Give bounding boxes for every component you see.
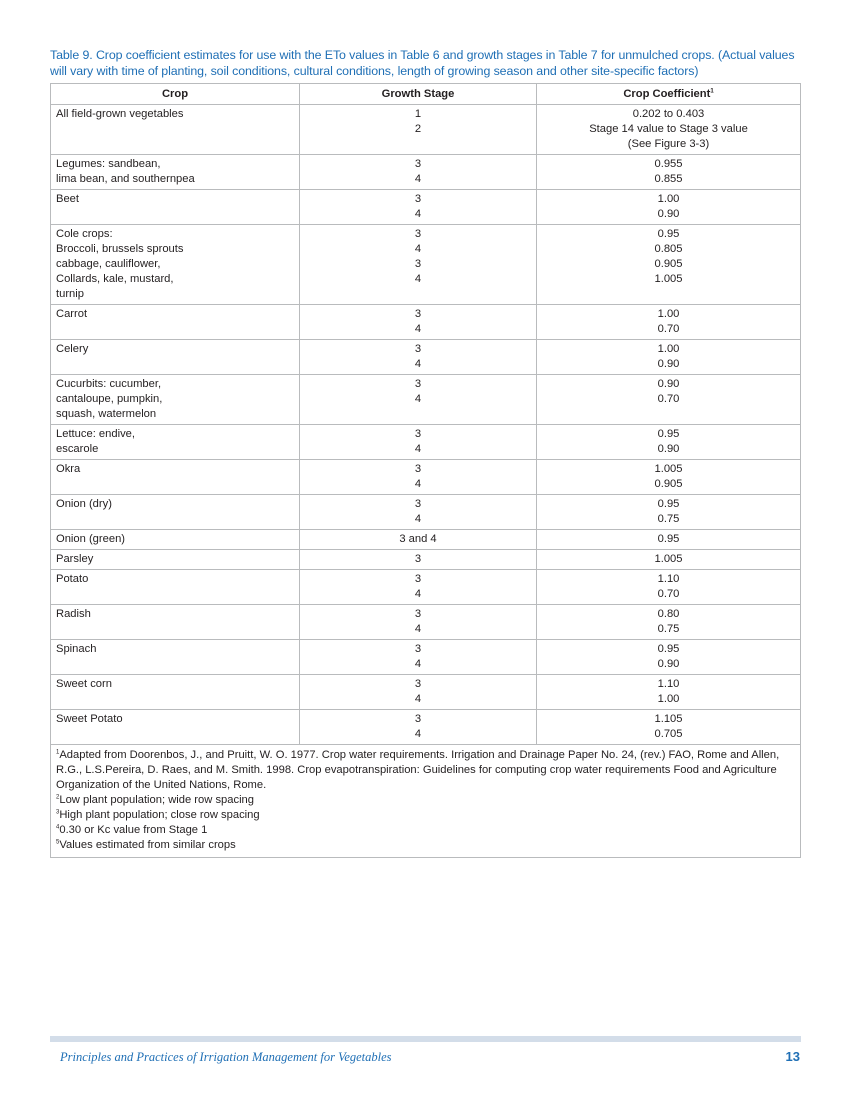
header-footnote-marker: 1	[710, 87, 714, 94]
crop-cell	[51, 305, 300, 340]
coefficient-cell-line: 0.75	[657, 513, 680, 525]
stage-cell-line: 3	[414, 713, 422, 725]
coefficient-cell	[537, 155, 801, 190]
coefficient-cell-line: 0.90	[657, 358, 680, 370]
crop-cell-line: All field-grown vegetables	[56, 108, 184, 120]
coefficient-cell-line: 1.105	[654, 713, 683, 725]
coefficient-cell-line: 0.90	[657, 208, 680, 220]
footnote	[56, 793, 795, 808]
table-row	[51, 530, 801, 550]
crop-cell-line: Spinach	[56, 643, 97, 655]
crop-cell-line: Legumes: sandbean,	[56, 158, 161, 170]
crop-cell-line: Collards, kale, mustard,	[56, 273, 174, 285]
crop-cell-line: lima bean, and southernpea	[56, 173, 195, 185]
crop-cell-line: turnip	[56, 288, 84, 300]
table-row	[51, 495, 801, 530]
stage-cell-line: 3	[414, 193, 422, 205]
coefficient-cell-line: 1.005	[654, 553, 683, 565]
footnote-text: High plant population; close row spacing	[59, 809, 260, 821]
stage-cell-line: 4	[414, 478, 422, 490]
crop-cell-line: Celery	[56, 343, 89, 355]
crop-cell-line: Sweet corn	[56, 678, 112, 690]
coefficient-cell-line: 0.95	[657, 533, 680, 545]
stage-cell	[300, 640, 537, 675]
coefficient-cell-line: 0.705	[654, 728, 683, 740]
table-row	[51, 225, 801, 305]
stage-cell-line: 4	[414, 358, 422, 370]
stage-cell-line: 3	[414, 573, 422, 585]
table-row	[51, 425, 801, 460]
stage-cell-line: 3	[414, 463, 422, 475]
notes-row	[51, 745, 801, 858]
crop-cell-line: Potato	[56, 573, 89, 585]
crop-cell-line: Cucurbits: cucumber,	[56, 378, 162, 390]
crop-cell	[51, 375, 300, 425]
stage-cell-line: 3	[414, 643, 422, 655]
coefficient-cell-line: Stage 14 value to Stage 3 value	[589, 123, 748, 135]
header-crop-coefficient-label: Crop Coefficient	[623, 87, 711, 100]
coefficient-cell-line: 1.00	[657, 693, 680, 705]
table-row	[51, 375, 801, 425]
crop-cell	[51, 190, 300, 225]
crop-cell	[51, 550, 300, 570]
crop-cell-line: Beet	[56, 193, 80, 205]
coefficient-cell	[537, 495, 801, 530]
crop-cell	[51, 225, 300, 305]
coefficient-cell-line: 1.00	[657, 308, 680, 320]
footnote-marker: 2	[56, 794, 60, 801]
table-row	[51, 305, 801, 340]
stage-cell-line: 4	[414, 323, 422, 335]
footnote-marker: 4	[56, 824, 60, 831]
coefficient-cell-line: 1.005	[654, 463, 683, 475]
coefficient-cell-line: 0.955	[654, 158, 683, 170]
table-row	[51, 460, 801, 495]
crop-cell-line: squash, watermelon	[56, 408, 157, 420]
stage-cell-line: 4	[414, 208, 422, 220]
coefficient-cell	[537, 675, 801, 710]
footnote-text: Adapted from Doorenbos, J., and Pruitt, W. O. 1977. Crop water requirements. Irrigation and Drainage Paper No. 24, (rev.) FAO, Rome and Allen, R.G., L.S.Pereira, D. Raes, and M. Smith. 1998. Crop evapotranspiration: Guidelines for computing crop water requirements Food and Agriculture Organization of the United Nations, Rome.	[56, 749, 780, 791]
coefficient-cell-line: 0.905	[654, 258, 683, 270]
stage-cell-line: 3	[414, 258, 422, 270]
crop-cell-line: Lettuce: endive,	[56, 428, 135, 440]
stage-cell-line: 4	[414, 588, 422, 600]
coefficient-cell-line: 1.10	[657, 678, 680, 690]
coefficient-cell	[537, 225, 801, 305]
crop-cell-line: Carrot	[56, 308, 88, 320]
coefficient-cell-line: 0.90	[657, 658, 680, 670]
stage-cell-line: 3	[414, 678, 422, 690]
table-row	[51, 105, 801, 155]
stage-cell	[300, 550, 537, 570]
crop-cell	[51, 495, 300, 530]
stage-cell-line: 3	[414, 428, 422, 440]
coefficient-cell-line: 0.80	[657, 608, 680, 620]
crop-cell-line: cabbage, cauliflower,	[56, 258, 161, 270]
stage-cell-line: 3	[414, 158, 422, 170]
coefficient-cell-line: 0.70	[657, 323, 680, 335]
table-row	[51, 710, 801, 745]
stage-cell-line: 3	[414, 343, 422, 355]
crop-cell	[51, 570, 300, 605]
header-growth-stage: Growth Stage	[300, 84, 537, 105]
coefficient-cell	[537, 375, 801, 425]
coefficient-cell-line: 0.805	[654, 243, 683, 255]
stage-cell-line: 1	[414, 108, 422, 120]
coefficient-cell-line: 1.005	[654, 273, 683, 285]
coefficient-cell	[537, 640, 801, 675]
crop-cell-line: escarole	[56, 443, 99, 455]
coefficient-cell-line: 0.90	[657, 443, 680, 455]
stage-cell	[300, 155, 537, 190]
crop-cell	[51, 105, 300, 155]
stage-cell	[300, 375, 537, 425]
crop-cell-line: Radish	[56, 608, 91, 620]
stage-cell-line: 4	[414, 728, 422, 740]
coefficient-cell-line: 0.95	[657, 428, 680, 440]
table-footnotes	[51, 745, 801, 858]
crop-cell	[51, 460, 300, 495]
coefficient-cell	[537, 190, 801, 225]
coefficient-cell	[537, 425, 801, 460]
stage-cell-line: 4	[414, 513, 422, 525]
table-row	[51, 570, 801, 605]
footnote-marker: 1	[56, 749, 60, 756]
coefficient-cell-line: 0.95	[657, 643, 680, 655]
stage-cell-line: 4	[414, 173, 422, 185]
coefficient-cell	[537, 605, 801, 640]
stage-cell	[300, 710, 537, 745]
crop-cell	[51, 155, 300, 190]
coefficient-cell-line: 0.202 to 0.403	[632, 108, 705, 120]
coefficient-cell-line: 0.75	[657, 623, 680, 635]
stage-cell	[300, 605, 537, 640]
crop-cell	[51, 605, 300, 640]
footnote-text: Low plant population; wide row spacing	[59, 794, 255, 806]
stage-cell-line: 4	[414, 243, 422, 255]
coefficient-cell-line: 1.10	[657, 573, 680, 585]
crop-cell-line: Sweet Potato	[56, 713, 123, 725]
table-body	[51, 105, 801, 745]
crop-cell-line: cantaloupe, pumpkin,	[56, 393, 163, 405]
coefficient-cell-line: 0.855	[654, 173, 683, 185]
stage-cell	[300, 425, 537, 460]
table-caption: Table 9. Crop coefficient estimates for use with the ETo values in Table 6 and growth stages in Table 7 for unmulched crops. (Actual values will vary with time of planting, soil conditions, cultural conditions, length of growing season and other site-specific factors)	[50, 48, 795, 78]
stage-cell	[300, 225, 537, 305]
table-row	[51, 675, 801, 710]
crop-cell	[51, 640, 300, 675]
coefficient-cell	[537, 550, 801, 570]
stage-cell-line: 4	[414, 693, 422, 705]
stage-cell-line: 4	[414, 393, 422, 405]
coefficient-cell	[537, 305, 801, 340]
stage-cell-line: 3 and 4	[399, 533, 437, 545]
coefficient-cell	[537, 530, 801, 550]
page-number: 13	[785, 1049, 800, 1064]
coefficient-cell-line: 0.95	[657, 228, 680, 240]
crop-cell	[51, 530, 300, 550]
coefficient-cell	[537, 710, 801, 745]
stage-cell	[300, 495, 537, 530]
footnote-text: Values estimated from similar crops	[59, 839, 236, 851]
coefficient-cell-line: 0.90	[657, 378, 680, 390]
stage-cell	[300, 105, 537, 155]
table-row	[51, 340, 801, 375]
header-crop: Crop	[51, 84, 300, 105]
footnote	[56, 748, 795, 793]
crop-cell-line: Parsley	[56, 553, 94, 565]
stage-cell-line: 3	[414, 608, 422, 620]
stage-cell	[300, 190, 537, 225]
footnote-marker: 3	[56, 809, 60, 816]
crop-cell	[51, 340, 300, 375]
coefficient-cell-line: 0.905	[654, 478, 683, 490]
coefficient-cell	[537, 340, 801, 375]
stage-cell-line: 4	[414, 273, 422, 285]
stage-cell-line: 2	[414, 123, 422, 135]
stage-cell-line: 4	[414, 623, 422, 635]
coefficient-cell	[537, 460, 801, 495]
table-row	[51, 155, 801, 190]
crop-cell	[51, 710, 300, 745]
footer-title: Principles and Practices of Irrigation Management for Vegetables	[60, 1050, 392, 1064]
crop-cell-line: Okra	[56, 463, 81, 475]
footer-bar	[50, 1036, 801, 1042]
crop-cell-line: Onion (dry)	[56, 498, 112, 510]
stage-cell-line: 4	[414, 443, 422, 455]
stage-cell-line: 3	[414, 308, 422, 320]
coefficient-cell-line: 0.70	[657, 588, 680, 600]
coefficient-cell	[537, 570, 801, 605]
coefficient-cell-line: (See Figure 3-3)	[627, 138, 710, 150]
footnote	[56, 823, 795, 838]
coefficient-cell-line: 1.00	[657, 193, 680, 205]
crop-coefficient-table	[50, 83, 801, 858]
coefficient-cell-line: 1.00	[657, 343, 680, 355]
crop-cell-line: Broccoli, brussels sprouts	[56, 243, 184, 255]
table-row	[51, 605, 801, 640]
footnote	[56, 808, 795, 823]
stage-cell	[300, 570, 537, 605]
crop-cell-line: Onion (green)	[56, 533, 126, 545]
crop-cell-line: Cole crops:	[56, 228, 113, 240]
table-header-row	[51, 84, 801, 105]
crop-cell	[51, 675, 300, 710]
footnote-marker: 5	[56, 839, 60, 846]
stage-cell	[300, 305, 537, 340]
table-row	[51, 550, 801, 570]
coefficient-cell	[537, 105, 801, 155]
table-row	[51, 190, 801, 225]
stage-cell-line: 3	[414, 228, 422, 240]
stage-cell	[300, 340, 537, 375]
table-row	[51, 640, 801, 675]
stage-cell	[300, 460, 537, 495]
coefficient-cell-line: 0.70	[657, 393, 680, 405]
stage-cell-line: 3	[414, 498, 422, 510]
crop-cell	[51, 425, 300, 460]
stage-cell-line: 4	[414, 658, 422, 670]
header-crop-coefficient	[537, 84, 801, 105]
stage-cell	[300, 530, 537, 550]
stage-cell-line: 3	[414, 553, 422, 565]
stage-cell-line: 3	[414, 378, 422, 390]
stage-cell	[300, 675, 537, 710]
coefficient-cell-line: 0.95	[657, 498, 680, 510]
footnote	[56, 838, 795, 853]
footnote-text: 0.30 or Kc value from Stage 1	[59, 824, 208, 836]
